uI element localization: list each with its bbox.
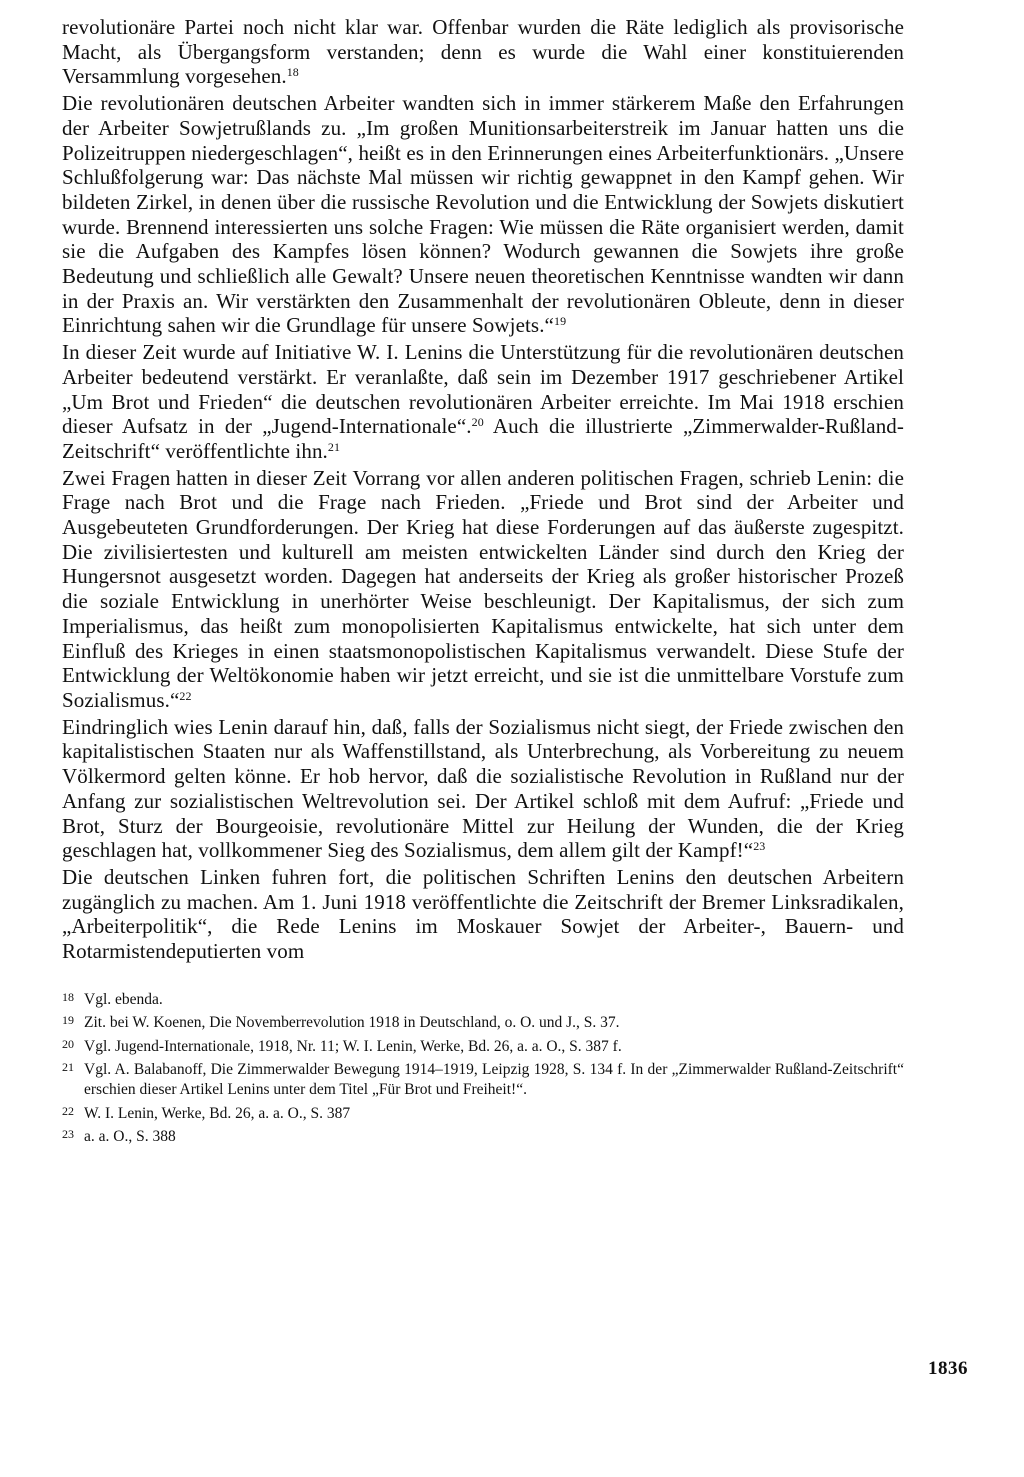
page-number: 1836 <box>928 1358 968 1379</box>
footnote <box>62 1104 904 1124</box>
paragraph <box>62 715 904 863</box>
footnote-number: 19 <box>62 1013 74 1028</box>
footnote-number: 18 <box>62 989 74 1004</box>
paragraph-text: revolutionäre Partei noch nicht klar war. Offenbar wurden die Räte lediglich als provisorische Macht, als Übergangsform verstanden; denn es wurde die Wahl einer konstituierenden Versammlung vorgesehen. <box>62 15 904 89</box>
footnote <box>62 1060 904 1101</box>
footnote-reference[interactable]: 21 <box>327 439 341 454</box>
footnote-text: Vgl. A. Balabanoff, Die Zimmerwalder Bewegung 1914–1919, Leipzig 1928, S. 134 f. In der „Zimmerwalder Rußland-Zeitschrift“ erschien dieser Artikel Lenins unter dem Titel „Für Brot und Freiheit!“. <box>84 1060 904 1099</box>
paragraph-text: In dieser Zeit wurde auf Initiative W. I. Lenins die Unterstützung für die revolutionären deutschen Arbeiter bedeutend verstärkt. Er veranlaßte, daß sein im Dezember 1917 geschriebener Artikel „Um Brot und Frieden“ die deutschen revolutionären Arbeiter erreichte. Im Mai 1918 erschien dieser Aufsatz in der „Jugend-Internationale“. <box>62 340 904 439</box>
paragraph <box>62 466 904 713</box>
footnote-number: 20 <box>62 1036 74 1051</box>
paragraph-text: Zwei Fragen hatten in dieser Zeit Vorrang vor allen anderen politischen Fragen, schrieb Lenin: die Frage nach Brot und die Frage nach Frieden. „Friede und Brot sind der Arbeiter und Ausgebeuteten Grundforderungen. Der Krieg hat diese Forderungen auf das äußerste zugespitzt. Die zivilisiertesten und kulturell am meisten entwickelten Länder sind durch den Krieg der Hungersnot ausgesetzt worden. Dagegen hat anderseits der Krieg als großer historischer Prozeß die soziale Entwicklung in unerhörter Weise beschleunigt. Der Kapitalismus, der sich zum Imperialismus, das heißt zum monopolisierten Kapitalismus entwickelte, hat sich unter dem Einfluß des Krieges in einen staatsmonopolistischen Kapitalismus verwandelt. Diese Stufe der Entwicklung der Weltökonomie haben wir jetzt erreicht, und sie ist die unmittelbare Vorstufe zum Sozialismus.“ <box>62 465 904 712</box>
paragraph-text: Die deutschen Linken fuhren fort, die politischen Schriften Lenins den deutschen Arbeitern zugänglich zu machen. Am 1. Juni 1918 veröffentlichte die Zeitschrift der Bremer Linksradikalen, „Arbeiterpolitik“, die Rede Lenins im Moskauer Sowjet der Arbeiter-, Bauern- und Rotarmistendeputierten vom <box>62 864 904 964</box>
paragraph-text: Auch die illustrierte „Zimmerwalder-Rußland-Zeitschrift“ veröffentlichte ihn. <box>62 414 904 463</box>
footnote-reference[interactable]: 19 <box>553 314 567 329</box>
paragraph <box>62 340 904 464</box>
footnote-number: 21 <box>62 1059 74 1074</box>
paragraph <box>62 91 904 338</box>
footnote-reference[interactable]: 20 <box>471 415 484 430</box>
page-content <box>62 15 904 1151</box>
paragraph <box>62 865 904 964</box>
footnote <box>62 1037 904 1057</box>
paragraph-text: Die revolutionären deutschen Arbeiter wandten sich in immer stärkerem Maße den Erfahrungen der Arbeiter Sowjetrußlands zu. „Im großen Munitionsarbeiterstreik im Januar hatten uns die Polizeitruppen niedergeschlagen“, heißt es in den Erinnerungen eines Arbeiterfunktionärs. „Unsere Schlußfolgerung war: Das nächste Mal müssen wir richtig gewappnet in den Kampf gehen. Wir bildeten Zirkel, in denen über die russische Revolution und die Entwicklung der Sowjets diskutiert wurde. Brennend interessierten uns solche Fragen: Wie müssen die Räte organisiert werden, damit sie die Aufgaben des Kampfes lösen können? Wodurch gewannen die Sowjets ihre große Bedeutung und schließlich alle Gewalt? Unsere neuen theoretischen Kenntnisse wandten wir dann in der Praxis an. Wir verstärkten den Zusammenhalt der revolutionären Obleute, denn in dieser Einrichtung sahen wir die Grundlage für unsere Sowjets.“ <box>62 91 904 338</box>
footnote-reference[interactable]: 22 <box>179 688 192 703</box>
footnote-separator <box>62 964 904 990</box>
footnote-text: Vgl. ebenda. <box>84 990 163 1008</box>
footnotes <box>62 990 904 1148</box>
footnote-reference[interactable]: 23 <box>753 839 766 854</box>
footnote-number: 23 <box>62 1127 74 1142</box>
footnote-text: Vgl. Jugend-Internationale, 1918, Nr. 11; W. I. Lenin, Werke, Bd. 26, a. a. O., S. 387 f. <box>84 1037 622 1055</box>
footnote <box>62 1013 904 1033</box>
footnote <box>62 1127 904 1147</box>
footnote-text: Zit. bei W. Koenen, Die Novemberrevolution 1918 in Deutschland, o. O. und J., S. 37. <box>84 1014 620 1032</box>
footnote-number: 22 <box>62 1103 74 1118</box>
footnote <box>62 990 904 1010</box>
paragraph-text: Eindringlich wies Lenin darauf hin, daß, falls der Sozialismus nicht siegt, der Friede zwischen den kapitalistischen Staaten nur als Waffenstillstand, als Unterbrechung, als Vorbereitung zu neuem Völkermord gelten könne. Er hob hervor, daß die sozialistische Revolution in Rußland nur der Anfang zur sozialistischen Weltrevolution sei. Der Artikel schloß mit dem Aufruf: „Friede und Brot, Sturz der Bourgeoisie, revolutionäre Mittel zur Heilung der Wunden, die der Krieg geschlagen hat, vollkommener Sieg des Sozialismus, dem allem gilt der Kampf!“ <box>62 714 904 863</box>
paragraph <box>62 15 904 89</box>
footnote-text: W. I. Lenin, Werke, Bd. 26, a. a. O., S. 387 <box>84 1104 351 1122</box>
main-text <box>62 15 904 964</box>
footnote-reference[interactable]: 18 <box>286 65 299 80</box>
footnote-text: a. a. O., S. 388 <box>84 1128 176 1146</box>
